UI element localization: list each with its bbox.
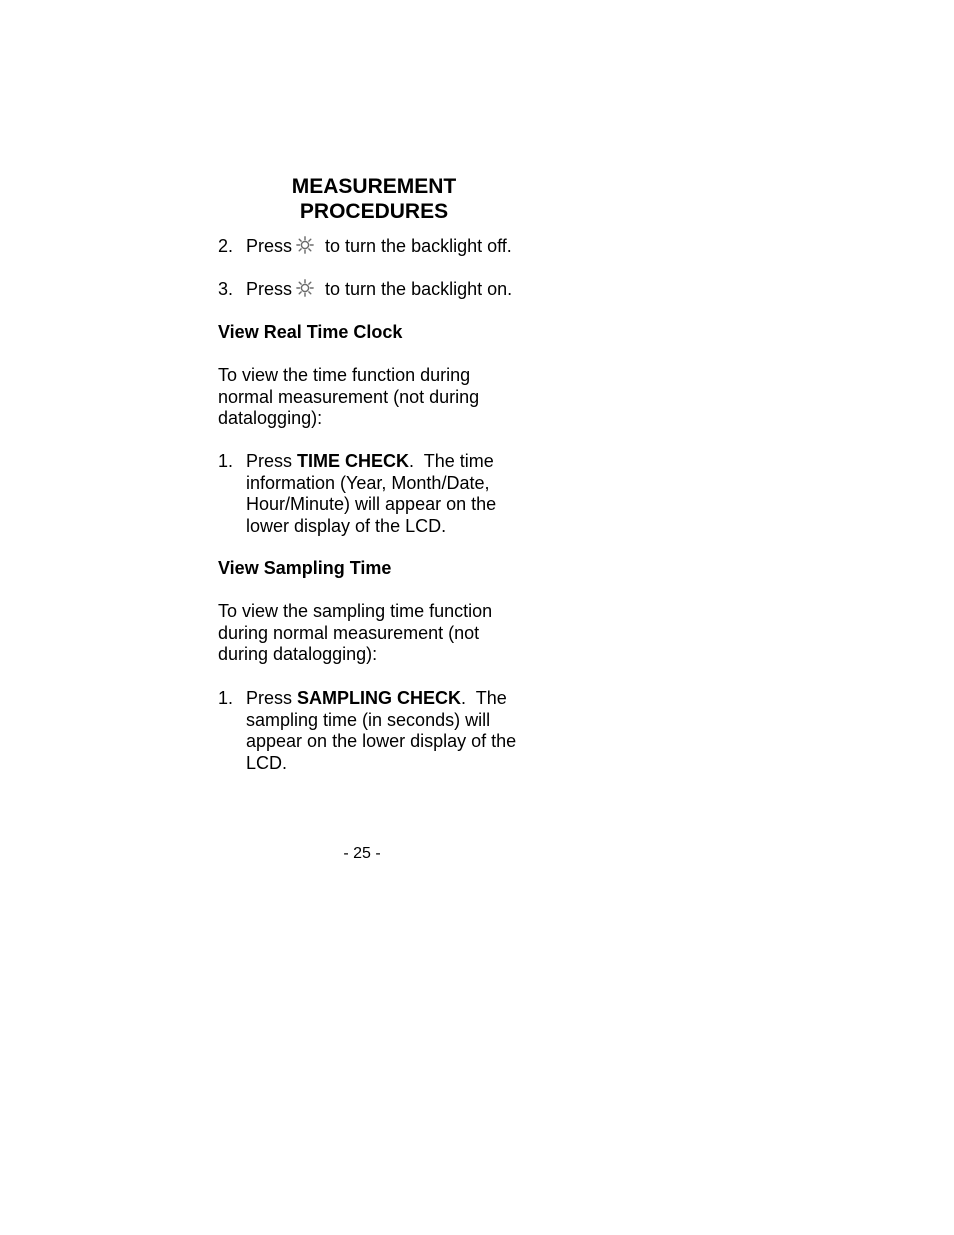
sampling-step-number: 1. [218,688,234,708]
clock-step-line [246,451,496,473]
sampling-intro-line: during datalogging): [218,644,378,664]
step-3-text [246,279,512,301]
step-2-description: to turn the backlight off. [325,236,512,256]
sampling-step-text [246,688,516,774]
sampling-check-key: SAMPLING CHECK [297,688,462,708]
sampling-intro [218,601,492,666]
clock-intro-line: To view the time function during [218,365,471,385]
sampling-step-press-label: Press [246,688,298,708]
sampling-step-line: sampling time (in seconds) will [246,709,491,730]
page-title-line-1: MEASUREMENT [291,175,457,198]
clock-step-line: lower display of the LCD. [246,515,447,536]
clock-intro-line: datalogging): [218,408,323,428]
sampling-step-after: . The [461,688,507,708]
step-3-press-label: Press [246,279,293,299]
sampling-intro-line: To view the sampling time function [218,601,493,621]
sampling-intro-line: during normal measurement (not [218,622,480,643]
backlight-sun-icon [296,236,314,254]
backlight-sun-icon [296,279,314,297]
step-2-text [246,236,512,258]
step-3-number: 3. [218,279,234,299]
page-title-line-2: PROCEDURES [299,200,449,223]
clock-step-number: 1. [218,451,234,471]
clock-step-press-label: Press [246,451,298,471]
page-title [218,174,530,224]
sampling-step-line: appear on the lower display of the [246,731,517,751]
step-2-number: 2. [218,236,234,256]
page-number: - 25 - [343,845,381,862]
step-3-description: to turn the backlight on. [325,279,513,299]
clock-heading: View Real Time Clock [218,322,403,342]
time-check-key: TIME CHECK [297,451,410,471]
clock-intro [218,365,479,430]
clock-step-line: Hour/Minute) will appear on the [246,494,497,514]
clock-step-after: . The time [409,451,494,471]
sampling-step-line: LCD. [246,752,288,773]
clock-intro-line: normal measurement (not during [218,386,480,407]
step-2-press-label: Press [246,236,293,256]
sampling-step-line [246,688,516,710]
sampling-heading: View Sampling Time [218,558,392,578]
clock-step-text [246,451,496,537]
clock-step-line: information (Year, Month/Date, [246,472,490,493]
